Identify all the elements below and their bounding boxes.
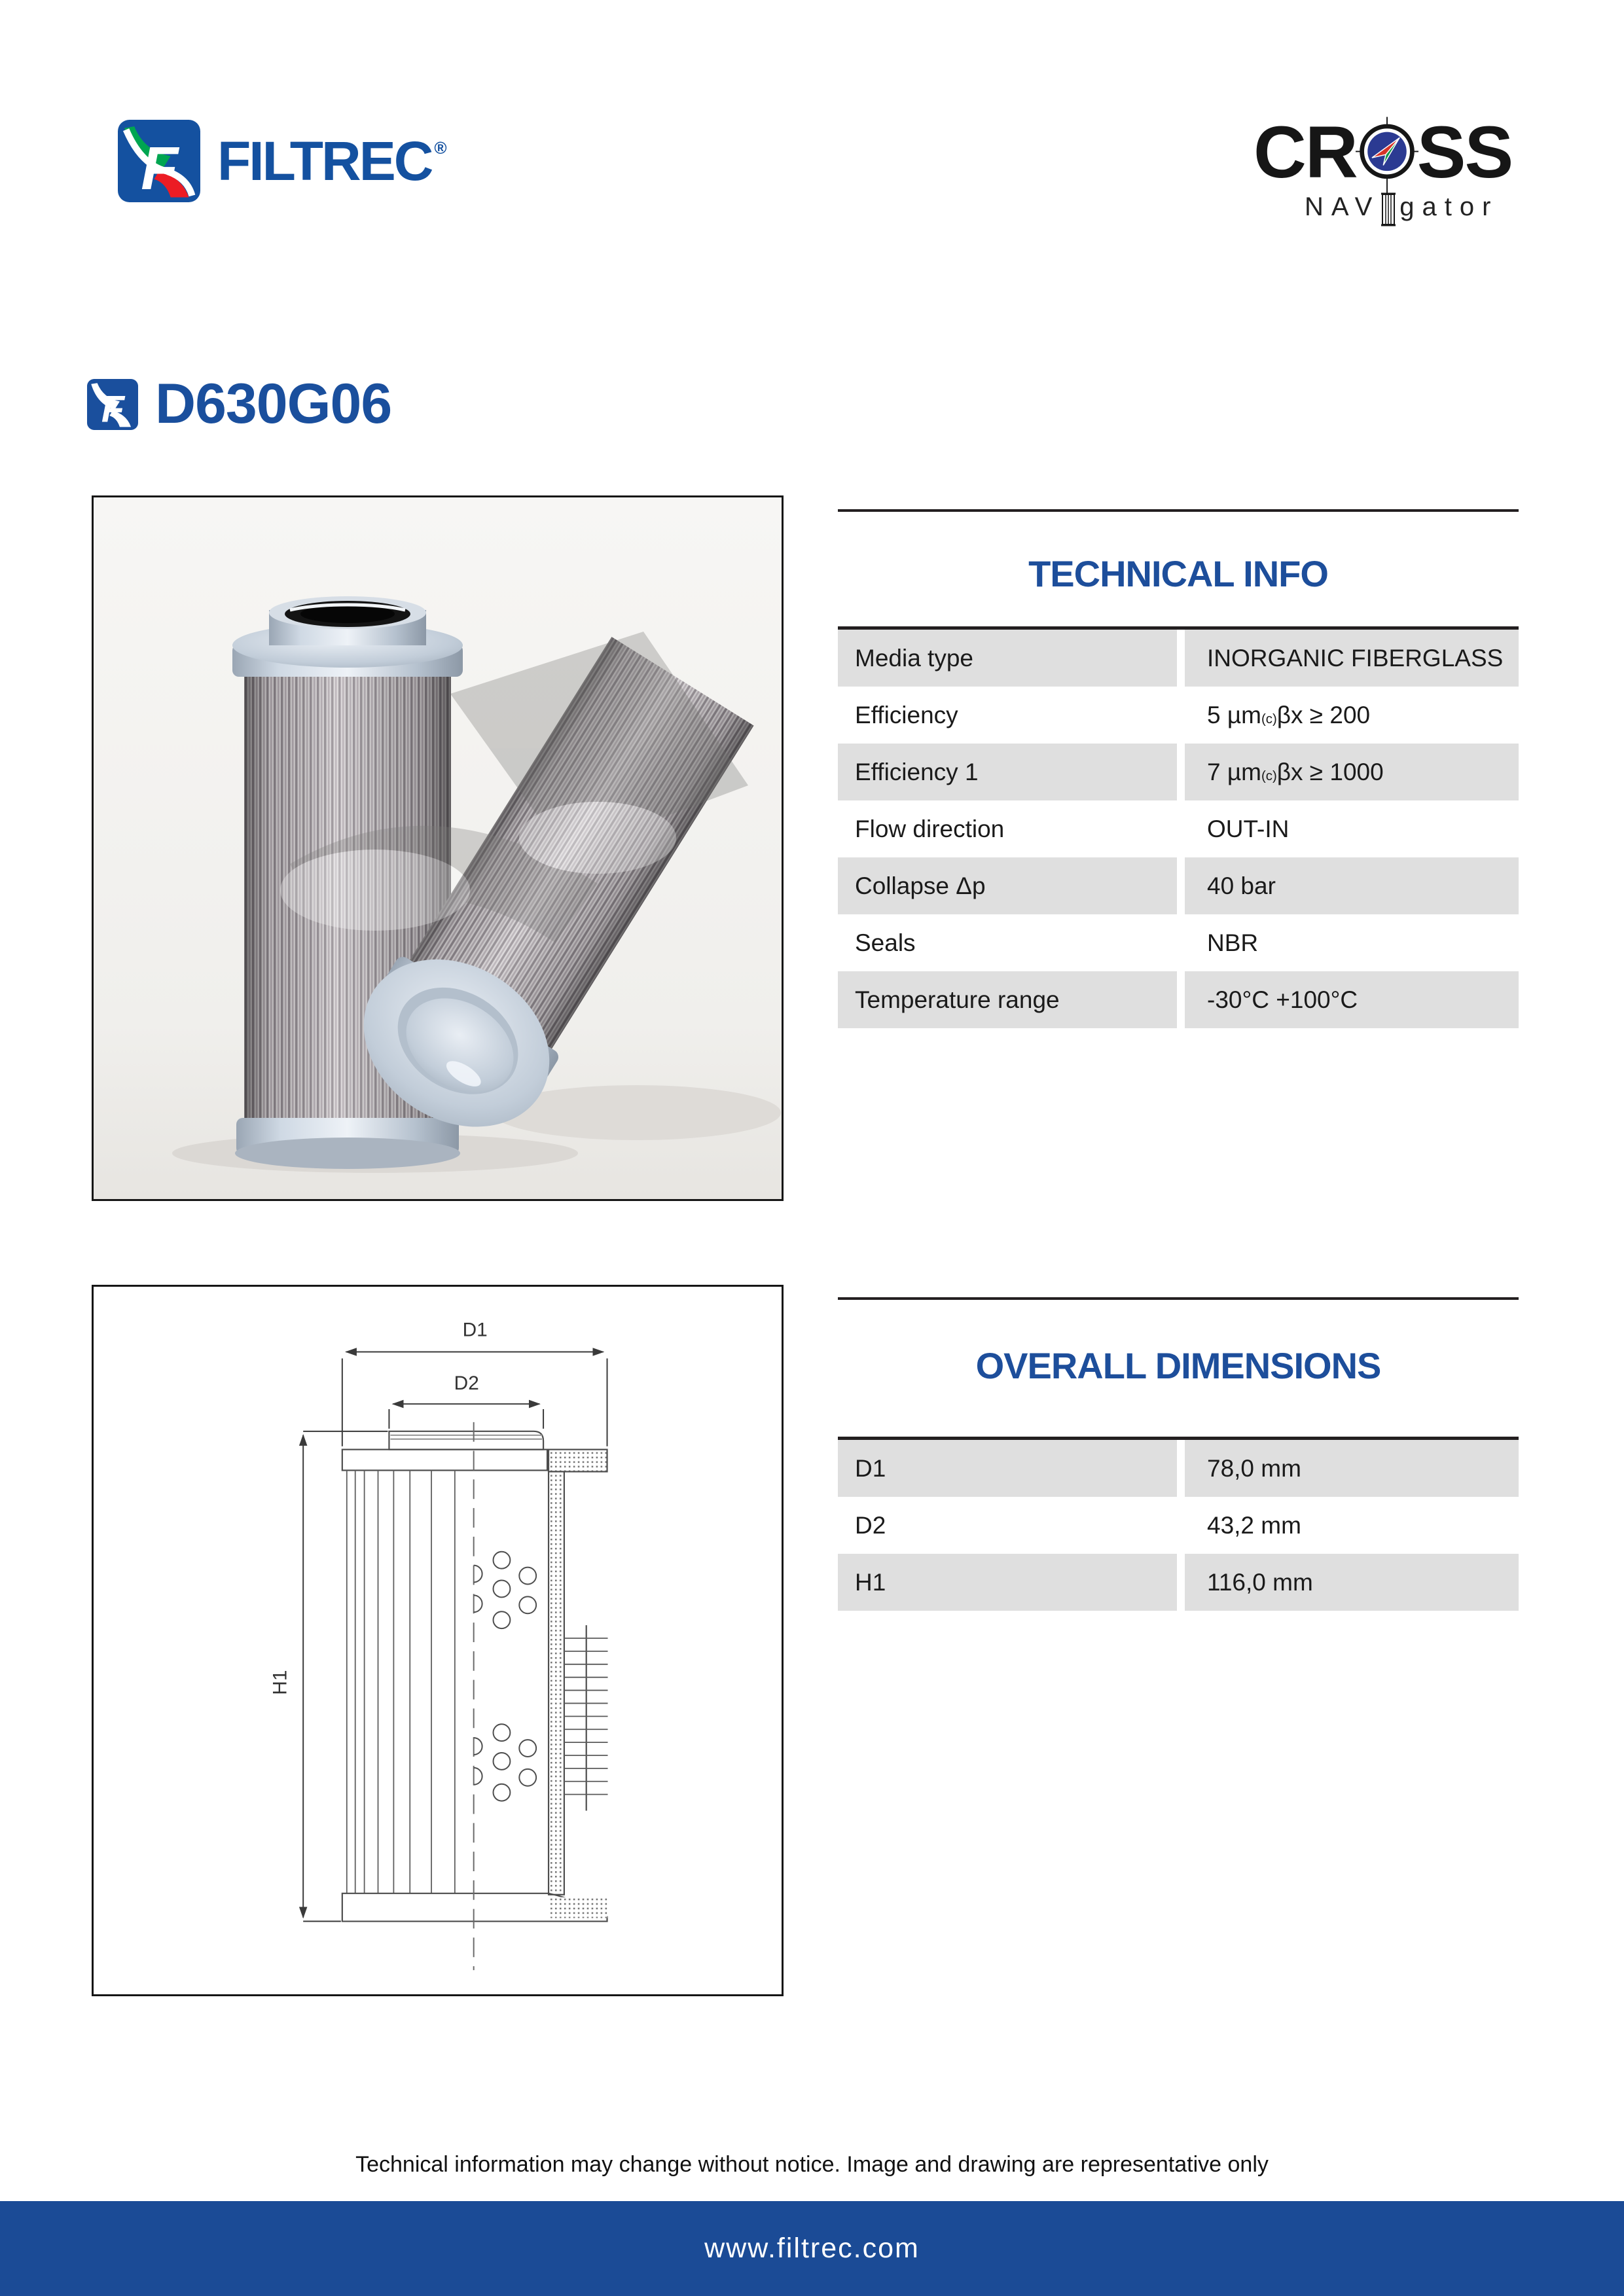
- table-row: Media type INORGANIC FIBERGLASS: [838, 630, 1519, 687]
- footer-bar: [0, 2201, 1624, 2296]
- cross-logo-part2: SS: [1416, 111, 1513, 193]
- product-code-header: [87, 372, 391, 437]
- table-row: Flow direction OUT-IN: [838, 800, 1519, 857]
- column-icon: [1381, 192, 1396, 226]
- drawing-label-d1: D1: [462, 1319, 488, 1341]
- technical-drawing-image: [94, 1287, 782, 1994]
- technical-info-section: [838, 509, 1519, 1028]
- brand-wordmark: FILTREC: [217, 130, 432, 192]
- table-row: Collapse Δp 40 bar: [838, 857, 1519, 914]
- svg-text:F: F: [141, 134, 179, 202]
- table-row: Seals NBR: [838, 914, 1519, 971]
- section-divider: [838, 509, 1519, 512]
- section-divider: [838, 1297, 1519, 1300]
- cross-logo-part1: CR: [1254, 111, 1357, 193]
- technical-info-title: TECHNICAL INFO: [1028, 553, 1328, 594]
- navigator-text-post: gator: [1399, 192, 1499, 221]
- filtrec-logo-icon: [118, 120, 200, 202]
- overall-dimensions-table: [838, 1437, 1519, 1611]
- drawing-label-h1: H1: [269, 1670, 291, 1695]
- svg-text:F: F: [101, 388, 125, 430]
- overall-dimensions-section: [838, 1297, 1519, 1611]
- navigator-text-pre: NAV: [1305, 192, 1380, 221]
- disclaimer-text: Technical information may change without notice. Image and drawing are representative only: [355, 2152, 1269, 2177]
- product-photo-image: [94, 497, 782, 1199]
- registered-mark: ®: [434, 137, 447, 158]
- cross-navigator-logo: [1254, 111, 1515, 224]
- product-code-icon: [87, 379, 138, 430]
- technical-drawing: [92, 1285, 784, 1996]
- compass-icon: [1356, 116, 1418, 200]
- table-row: D2 43,2 mm: [838, 1497, 1519, 1554]
- overall-dimensions-title: OVERALL DIMENSIONS: [975, 1345, 1381, 1386]
- product-code: D630G06: [155, 372, 392, 435]
- table-row: Efficiency 1 7 µm $_{(c)}$ βx ≥ 1000: [838, 744, 1519, 800]
- table-row: Temperature range -30°C +100°C: [838, 971, 1519, 1028]
- table-row: D1 78,0 mm: [838, 1440, 1519, 1497]
- product-photo: [92, 495, 784, 1201]
- technical-info-table: [838, 626, 1519, 1028]
- drawing-label-d2: D2: [454, 1372, 479, 1395]
- table-row: H1 116,0 mm: [838, 1554, 1519, 1611]
- filtrec-logo: [118, 120, 447, 202]
- website-link[interactable]: www.filtrec.com: [704, 2233, 920, 2264]
- table-row: Efficiency 5 µm $_{(c)}$ βx ≥ 200: [838, 687, 1519, 744]
